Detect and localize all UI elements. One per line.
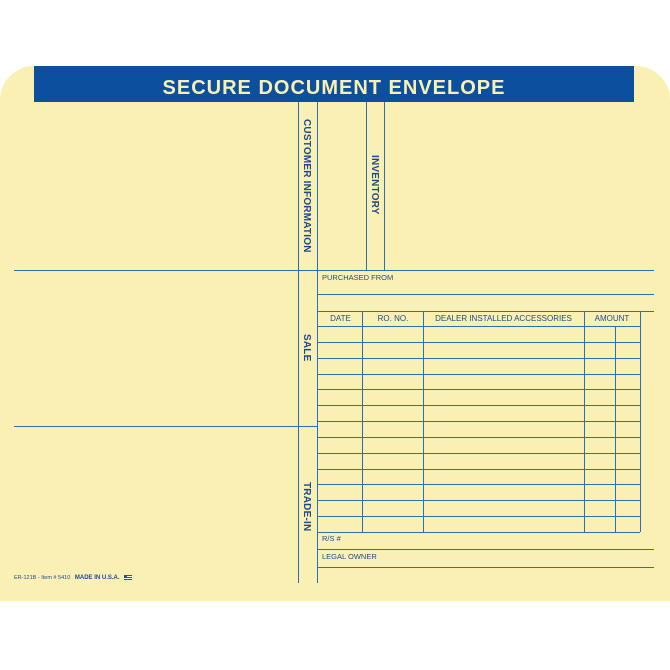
section-trade-in: TRADE-IN [301, 482, 312, 532]
us-flag-icon [124, 575, 132, 580]
divider-inventory-right [384, 102, 385, 270]
rs-number-label: R/S # [322, 534, 341, 543]
col-line-5 [640, 311, 641, 532]
column-accessories: DEALER INSTALLED ACCESSORIES [435, 314, 572, 323]
rs-number-line [318, 549, 654, 550]
table-row-line [318, 437, 640, 438]
column-date: DATE [330, 314, 351, 323]
column-ro-no: RO. NO. [377, 314, 409, 323]
column-amount: AMOUNT [594, 314, 630, 323]
purchased-from-label: PURCHASED FROM [322, 273, 394, 282]
table-row-line [318, 421, 640, 422]
purchased-from-line [318, 294, 654, 295]
section-sale: SALE [301, 334, 312, 362]
table-row-line [318, 453, 640, 454]
item-code: ER-121B - Item # 5410 [14, 575, 71, 581]
table-row-line [318, 358, 640, 359]
separator-trade-in [14, 426, 318, 427]
table-row-line [318, 484, 640, 485]
table-row-line [318, 500, 640, 501]
item-footer [14, 575, 132, 581]
table-row-line [318, 374, 640, 375]
table-row-line [318, 405, 640, 406]
section-inventory: INVENTORY [369, 155, 380, 215]
separator-sale [14, 270, 654, 271]
table-row-line [318, 532, 640, 533]
table-row-line [318, 389, 640, 390]
envelope-title: SECURE DOCUMENT ENVELOPE [34, 66, 634, 102]
table-top-line [318, 311, 654, 312]
table-row-line [318, 469, 640, 470]
envelope [0, 66, 670, 601]
legal-owner-line [318, 567, 654, 568]
divider-inventory-left [366, 102, 367, 270]
divider-main-left [298, 102, 299, 583]
table-row-line [318, 326, 640, 327]
section-customer-information: CUSTOMER INFORMATION [301, 119, 312, 253]
made-in-label: MADE IN U.S.A. [74, 575, 120, 581]
table-row-line [318, 516, 640, 517]
table-row-line [318, 342, 640, 343]
legal-owner-label: LEGAL OWNER [322, 552, 377, 561]
